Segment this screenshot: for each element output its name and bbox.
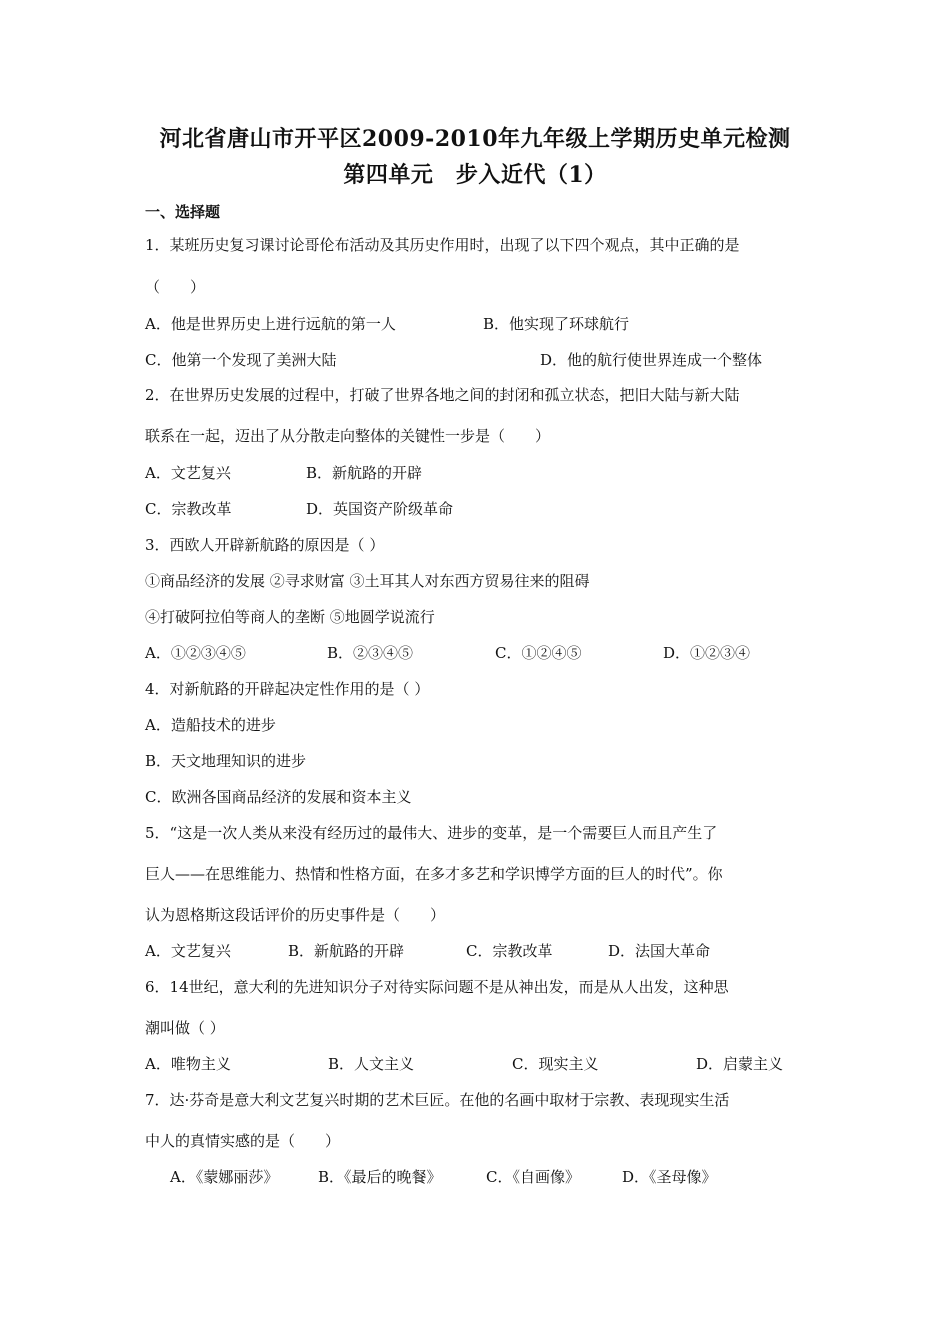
unit-subtitle: 第四单元 步入近代（1） xyxy=(343,162,607,188)
question-7-stem-line-2: 中人的真情实感的是（ ） xyxy=(145,1132,341,1150)
question-6-option-c: C．现实主义 xyxy=(512,1055,599,1073)
question-2-stem-line-1: 2．在世界历史发展的过程中，打破了世界各地之间的封闭和孤立状态，把旧大陆与新大陆 xyxy=(145,386,740,404)
question-5-stem-line-2: 巨人——在思维能力、热情和性格方面，在多才多艺和学识博学方面的巨人的时代”。你 xyxy=(145,865,723,883)
question-1-stem-line-2: （ ） xyxy=(145,278,206,296)
question-1-option-c: C．他第一个发现了美洲大陆 xyxy=(145,351,337,369)
question-7-option-c: C．《自画像》 xyxy=(486,1168,580,1186)
question-3-option-d: D．①②③④ xyxy=(663,644,751,662)
question-5-option-b: B．新航路的开辟 xyxy=(288,942,405,960)
question-6-stem-line-2: 潮叫做（ ） xyxy=(145,1019,225,1037)
question-4-option-b: B．天文地理知识的进步 xyxy=(145,752,307,770)
question-1-option-d: D．他的航行使世界连成一个整体 xyxy=(540,351,763,369)
document-title: 河北省唐山市开平区2009-2010年九年级上学期历史单元检测 xyxy=(159,126,791,152)
question-3-option-a: A．①②③④⑤ xyxy=(145,644,246,662)
question-5-option-d: D．法国大革命 xyxy=(608,942,711,960)
question-3-option-c: C．①②④⑤ xyxy=(495,644,582,662)
question-5-stem-line-1: 5．“这是一次人类从来没有经历过的最伟大、进步的变革，是一个需要巨人而且产生了 xyxy=(145,824,718,842)
question-5-option-a: A．文艺复兴 xyxy=(145,942,231,960)
question-7-stem-line-1: 7．达·芬奇是意大利文艺复兴时期的艺术巨匠。在他的名画中取材于宗教、表现现实生活 xyxy=(145,1091,730,1109)
question-5-option-c: C．宗教改革 xyxy=(466,942,553,960)
question-7-option-b: B．《最后的晚餐》 xyxy=(318,1168,442,1186)
question-4-option-c: C．欧洲各国商品经济的发展和资本主义 xyxy=(145,788,412,806)
question-6-option-b: B．人文主义 xyxy=(328,1055,415,1073)
section-heading: 一、选择题 xyxy=(145,203,221,221)
question-6-option-d: D．启蒙主义 xyxy=(696,1055,784,1073)
question-3-stem-line-3: ④打破阿拉伯等商人的垄断 ⑤地圆学说流行 xyxy=(145,608,435,626)
question-4-option-a: A．造船技术的进步 xyxy=(145,716,276,734)
question-2-option-c: C．宗教改革 xyxy=(145,500,232,518)
question-4-stem: 4．对新航路的开辟起决定性作用的是（ ） xyxy=(145,680,430,698)
question-3-stem-line-2: ①商品经济的发展 ②寻求财富 ③土耳其人对东西方贸易往来的阻碍 xyxy=(145,572,590,590)
question-1-option-b: B．他实现了环球航行 xyxy=(483,315,630,333)
question-3-stem-line-1: 3．西欧人开辟新航路的原因是（ ） xyxy=(145,536,385,554)
question-7-option-d: D．《圣母像》 xyxy=(622,1168,717,1186)
question-2-stem-line-2: 联系在一起，迈出了从分散走向整体的关键性一步是（ ） xyxy=(145,427,551,445)
question-7-option-a: A．《蒙娜丽莎》 xyxy=(170,1168,279,1186)
question-6-option-a: A．唯物主义 xyxy=(145,1055,231,1073)
question-5-stem-line-3: 认为恩格斯这段话评价的历史事件是（ ） xyxy=(145,906,446,924)
question-6-stem-line-1: 6．14世纪，意大利的先进知识分子对待实际问题不是从神出发，而是从人出发，这种思 xyxy=(145,978,729,996)
question-2-option-b: B．新航路的开辟 xyxy=(306,464,423,482)
question-1-option-a: A．他是世界历史上进行远航的第一人 xyxy=(145,315,396,333)
question-1-stem-line-1: 1．某班历史复习课讨论哥伦布活动及其历史作用时，出现了以下四个观点，其中正确的是 xyxy=(145,236,740,254)
question-2-option-a: A．文艺复兴 xyxy=(145,464,231,482)
question-2-option-d: D．英国资产阶级革命 xyxy=(306,500,454,518)
question-3-option-b: B．②③④⑤ xyxy=(327,644,414,662)
